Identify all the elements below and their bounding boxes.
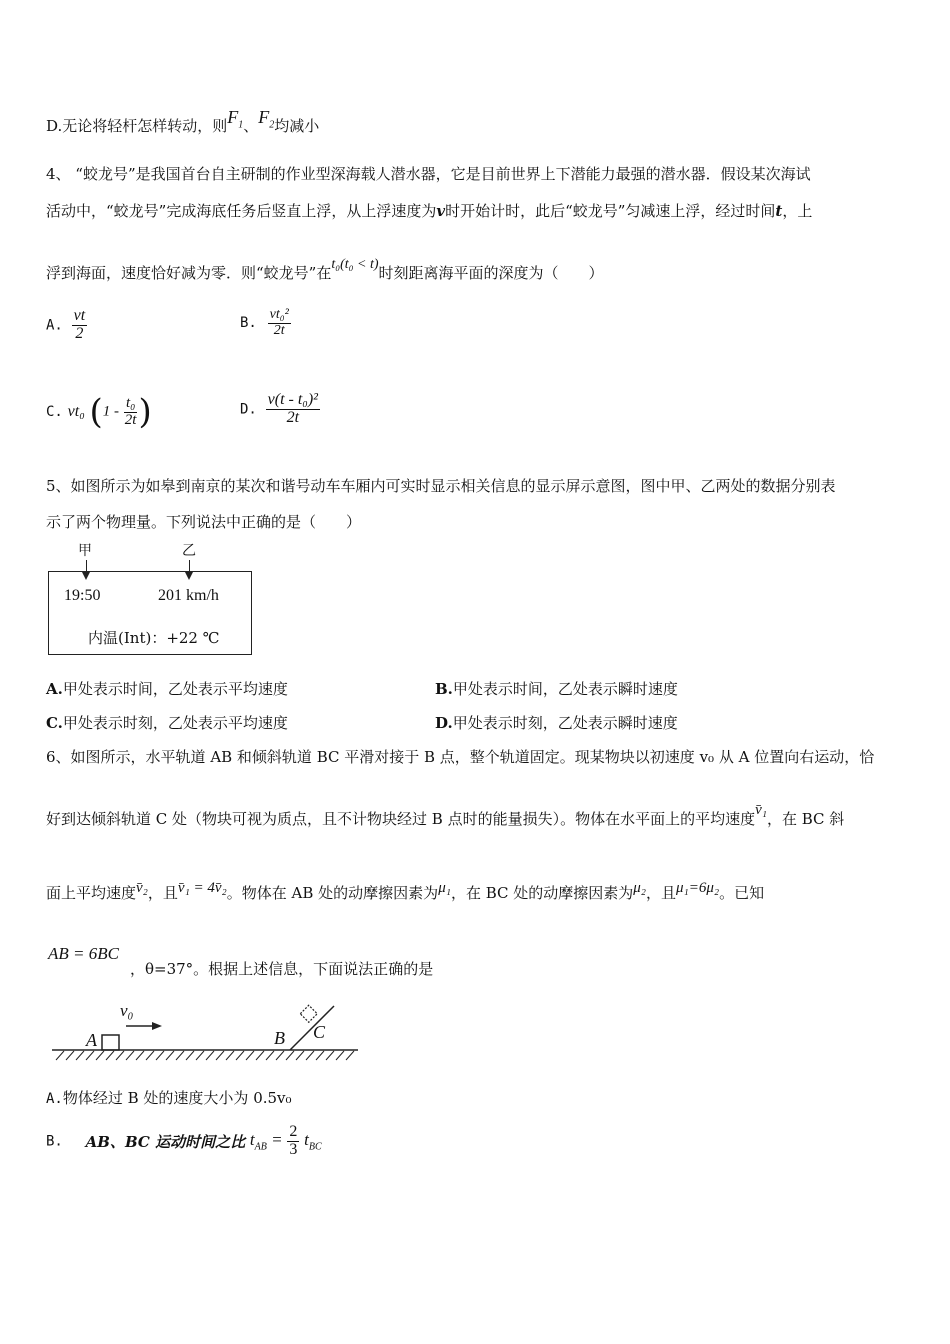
display-time: 19:50 [64,587,101,604]
label-a: A [86,1030,97,1050]
q6-line1: 6、如图所示，水平轨道 AB 和倾斜轨道 BC 平滑对接于 B 点，整个轨道固定。现某物块以初速度 v₀ 从 A 位置向右运动，恰 [46,748,875,766]
label-v0: v₀ [120,1001,134,1020]
q4-option-c[interactable]: C. vt₀ (1 - $\frac{\text{t₀}}{2t}$ ) [46,392,152,432]
display-speed: 201 km/h [158,587,219,604]
q5-option-b[interactable]: B.甲处表示时间，乙处表示瞬时速度 [435,680,678,698]
q3-f1: $F_1$ [227,107,244,131]
q5-option-c[interactable]: C.甲处表示时刻，乙处表示平均速度 [46,714,288,732]
q4-option-d[interactable]: D. $\frac{\text{v(t - t₀)²}}{2t}$ [240,391,318,426]
block-at-a [102,1035,119,1050]
display-temp: 内温(Int)：+22 ℃ [88,629,220,647]
q6-option-a[interactable]: A.物体经过 B 处的速度大小为 0.5v₀ [46,1089,292,1107]
q6-line2: 好到达倾斜轨道 C 处（物块可视为质点，且不计物块经过 B 点时的能量损失）。物体在水平面上的平均速度v̄₁，在 BC 斜 [46,802,845,828]
q4-option-b[interactable]: B. $\frac{\text{vt₀²}}{2t}$ [240,307,289,338]
q3-f2: $F_2$ [258,107,275,131]
q5-option-a[interactable]: A.甲处表示时间，乙处表示平均速度 [46,680,288,698]
label-c: C [313,1022,326,1042]
incline-line [290,1006,334,1050]
q4-option-a[interactable]: A. $\frac{vt}{2}$ [46,307,86,342]
label-yi: 乙 [182,543,196,559]
q5-line1: 5、如图所示为如皋到南京的某次和谐号动车车厢内可实时显示相关信息的显示屏示意图，图中甲、乙两处的数据分别表 [46,477,836,495]
label-jia: 甲 [78,543,92,559]
q4-line3: 浮到海面，速度恰好减为零．则“蛟龙号”在t₀(t₀ < t)时刻距离海平面的深度为（ ） [46,257,604,282]
q3-option-d-prefix: D.无论将轻杆怎样转动，则 [46,117,228,135]
velocity-arrowhead [152,1022,162,1030]
q5-option-d[interactable]: D.甲处表示时刻，乙处表示瞬时速度 [435,714,678,732]
q6-line4-text: ，θ=37°。根据上述信息，下面说法正确的是 [130,960,434,978]
block-at-c [300,1005,317,1022]
q4-line1: 4、 “蛟龙号”是我国首台自主研制的作业型深海载人潜水器，它是目前世界上下潜能力最强的潜水器．假设某次海试 [46,165,811,183]
q6-line3: 面上平均速度v̄₂，且v̄₁ = 4v̄₂。物体在 AB 处的动摩擦因素为μ₁，在 BC 处的动摩擦因素为μ₂，且μ₁=6μ₂。已知 [46,880,765,902]
q4-t0-condition: t₀(t₀ < t) [331,257,379,272]
q6-line4: AB = 6BC [48,944,119,963]
q3-sep: 、 [243,117,259,135]
q4-line2: 活动中，“蛟龙号”完成海底任务后竖直上浮，从上浮速度为v时开始计时，此后“蛟龙号”匀减速上浮，经过时间t，上 [46,202,813,220]
ground-hatching [56,1051,354,1060]
q3-option-d [46,107,320,139]
q5-line2: 示了两个物理量。下列说法中正确的是（ ） [46,513,362,531]
q6-option-b[interactable]: B. AB、BC 运动时间之比 $t_{AB}$ = $\frac{2}{3}$ $t_{BC}$ [46,1123,322,1158]
label-b: B [274,1028,285,1048]
q3-option-d-suffix: 均减小 [274,117,320,135]
